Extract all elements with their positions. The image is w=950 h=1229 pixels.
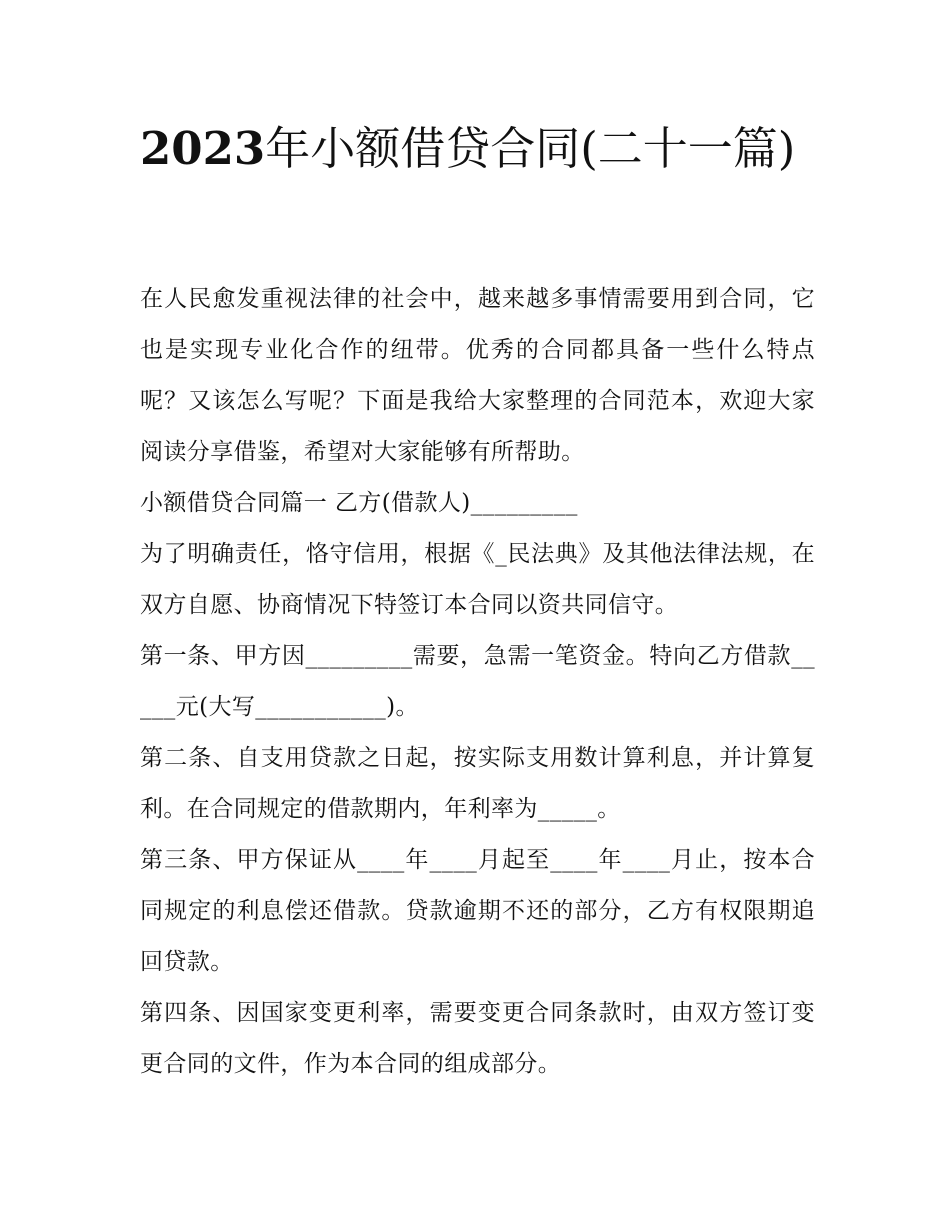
intro-paragraph: 在人民愈发重视法律的社会中，越来越多事情需要用到合同，它也是实现专业化合作的纽带。优秀的合同都具备一些什么特点呢？又该怎么写呢？下面是我给大家整理的合同范本，欢迎大家阅读分享借鉴，希望对大家能够有所帮助。: [140, 286, 815, 465]
clause-2: 第二条、自支用贷款之日起，按实际支用数计算利息，并计算复利。在合同规定的借款期内，年利率为_____。: [140, 745, 815, 822]
document-body: [140, 274, 815, 1090]
title-text: 年小额借贷合同(二十一篇): [265, 122, 796, 175]
title-year: 2023: [140, 122, 266, 175]
clause-4: 第四条、因国家变更利率，需要变更合同条款时，由双方签订变更合同的文件，作为本合同的组成部分。: [140, 1000, 815, 1077]
contract-heading: 小额借贷合同篇一 乙方(借款人)_________: [140, 490, 578, 516]
clause-1: 第一条、甲方因_________需要，急需一笔资金。特向乙方借款_____元(大写___________)。: [140, 643, 815, 720]
clause-3: 第三条、甲方保证从____年____月起至____年____月止，按本合同规定的利息偿还借款。贷款逾期不还的部分，乙方有权限期追回贷款。: [140, 847, 815, 975]
preamble-paragraph: 为了明确责任，恪守信用，根据《_民法典》及其他法律法规，在双方自愿、协商情况下特签订本合同以资共同信守。: [140, 541, 815, 618]
document-title: [140, 110, 820, 187]
